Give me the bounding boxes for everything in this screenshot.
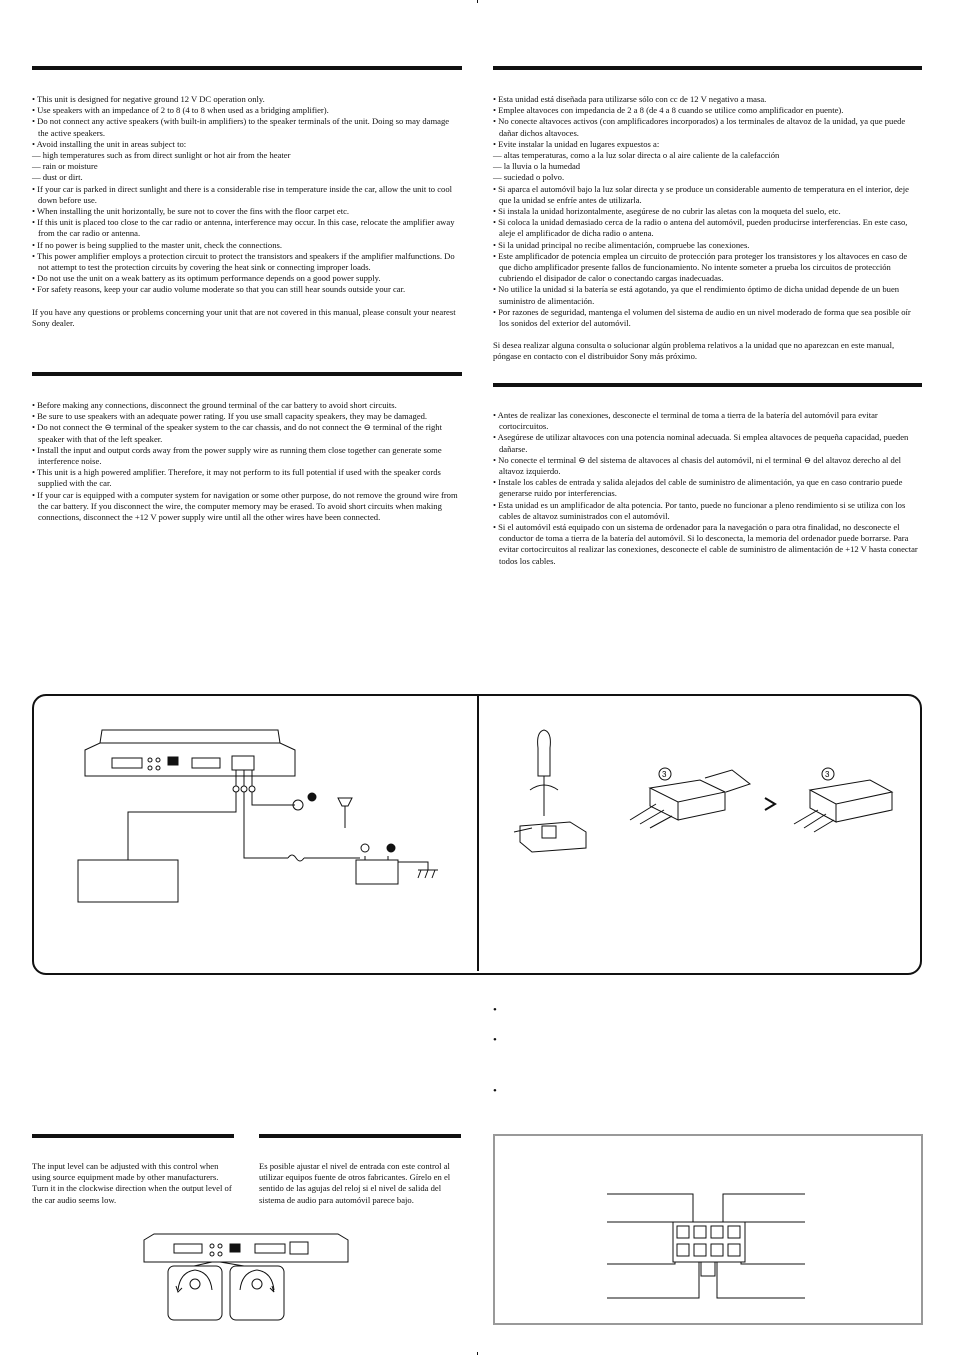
connector-plug-before [630, 768, 750, 828]
screwdriver-icon [514, 730, 586, 852]
connections-en-list [32, 400, 460, 523]
connection-es-item: • Si el automóvil está equipado con un sistema de ordenador para la navegación o para otra finalidad, no desconecte el conductor de toma a tierra de la batería del automóvil. Si lo desconecta, la memoria del ordenador puede borrarse. Para evitar cortocircuitos al realizar las conexiones, desconecte el cable de suministro de alimentación de +12 V hasta conectar todos los cables. [493, 522, 918, 566]
section-rule-es-mid [493, 383, 922, 387]
level-knob-right [230, 1266, 284, 1320]
diagram-divider [477, 696, 479, 971]
connection-en-item: • Before making any connections, disconnect the ground terminal of the car battery to avoid short circuits. [32, 400, 397, 410]
precaution-es-item: • Si aparca el automóvil bajo la luz solar directa y se produce un considerable aumento de temperatura en el interior, deje que la unidad se enfríe antes de utilizarla. [493, 183, 909, 205]
bullet-1: • [493, 1004, 497, 1016]
precaution-es-item: • No utilice la unidad si la batería se está agotando, ya que el rendimiento óptimo de dicha unidad depende de un buen suministro de alimentación. [493, 284, 900, 306]
level-rule-en [32, 1134, 234, 1138]
connector-label-2: 3 [825, 770, 830, 779]
precaution-es-item: — suciedad o polvo. [493, 172, 565, 183]
connection-en-item: • Install the input and output cords away from the power supply wire as running them close together can generate some interference noise. [32, 444, 442, 467]
dealer-note-es: Si desea realizar alguna consulta o solucionar algún problema relativos a la unidad que no aparezcan en este manual, póngase en contacto con el distribuidor Sony más próximo. [493, 340, 895, 362]
top-mark [477, 0, 478, 3]
precaution-es-item: • Esta unidad está diseñada para utilizarse sólo con cc de 12 V negativo a masa. [493, 94, 767, 104]
precautions-en-list [32, 94, 460, 296]
precautions-es [493, 94, 921, 363]
arrow-right-icon [765, 798, 775, 810]
precaution-es-item: • Emplee altavoces con impedancia de 2 a 8 (de 4 a 8 cuando se utilice como amplificador en puente). [493, 105, 844, 116]
bullet-2: • [493, 1034, 497, 1046]
ground-wire [252, 792, 352, 828]
level-text-en: The input level can be adjusted with this control when using source equipment made by other manufacturers. Turn it in the clockwise direction when the output level of the car audio seems low. [32, 1161, 232, 1205]
precaution-es-item: • Por razones de seguridad, mantenga el volumen del sistema de audio en un nivel moderado de forma que sea posible oír los sonidos del exterior del automóvil. [493, 306, 911, 329]
connection-es-item: • Esta unidad es un amplificador de alta potencia. Por tanto, puede no funcionar a pleno rendimiento si se utiliza con los cables de altavoz suministrados con el automóvil. [493, 499, 906, 521]
connections-es [493, 410, 921, 567]
precaution-es-item: • Si instala la unidad horizontalmente, asegúrese de no cubrir las aletas con la moqueta del suelo, etc. [493, 206, 841, 217]
wiring-diagram [40, 700, 460, 950]
amplifier-small [144, 1234, 348, 1266]
connection-es-item: • Asegúrese de utilizar altavoces con una potencia nominal adecuada. Si emplea altavoces de pequeña capacidad, pueden dañarse. [493, 432, 909, 454]
precaution-en-item: • When installing the unit horizontally, be sure not to cover the fins with the floor carpet etc. [32, 206, 350, 217]
precaution-en-item: — high temperatures such as from direct sunlight or hot air from the heater [32, 150, 291, 161]
connections-en [32, 400, 460, 523]
precaution-es-item: — la lluvia o la humedad [493, 161, 581, 172]
dealer-note-en: If you have any questions or problems concerning your unit that are not covered in this manual, please consult your nearest Sony dealer. [32, 306, 456, 328]
level-text-es: Es posible ajustar el nivel de entrada con este control al utilizar equipos fuente de otros fabricantes. Gírelo en el sentido de las agujas del reloj si el nivel de salida del sistema de audio para automóvil parece bajo. [259, 1161, 451, 1205]
terminal-block [673, 1222, 745, 1276]
connection-en-item: • This unit is a high powered amplifier. Therefore, it may not perform to its full potential if used with the speaker cords supplied with the car. [32, 467, 441, 489]
precautions-en [32, 94, 460, 329]
section-rule-en-top [32, 66, 462, 70]
precaution-en-item: — dust or dirt. [32, 172, 83, 183]
power-wire [244, 792, 438, 884]
connections-es-list [493, 410, 921, 567]
precaution-es-item: • Si la unidad principal no recibe alimentación, compruebe las conexiones. [493, 239, 750, 250]
precaution-es-item: — altas temperaturas, como a la luz solar directa o al aire caliente de la calefacción [493, 150, 780, 161]
level-rule-es [259, 1134, 461, 1138]
connection-es-item: • Instale los cables de entrada y salida alejados del cable de suministro de alimentación, ya que en caso contrario puede generarse ruido por interferencias. [493, 477, 903, 499]
connector-plug-after [794, 768, 892, 832]
connection-es-item: • Antes de realizar las conexiones, desconecte el terminal de toma a tierra de la batería del automóvil para evitar cortocircuitos. [493, 410, 878, 432]
level-knob-left [168, 1266, 222, 1320]
precaution-en-item: • This unit is designed for negative ground 12 V DC operation only. [32, 94, 265, 104]
section-rule-es-top [493, 66, 922, 70]
precaution-en-item: • Do not use the unit on a weak battery as its optimum performance depends on a good power supply. [32, 273, 381, 284]
bridge-terminal-diagram [605, 1190, 825, 1310]
connection-es-item: • No conecte el terminal ⊖ del sistema de altavoces al chasis del automóvil, ni el terminal ⊖ del altavoz derecho al del altavoz izquierdo. [493, 454, 902, 477]
precaution-es-item: • Este amplificador de potencia emplea un circuito de protección para proteger los transistores y los altavoces en caso de que dicho amplificador presente fallos de funcionamiento. No intente someter a prueba los circuitos de protección cubriendo el disipador de calor o conectando cargas inadecuadas. [493, 250, 908, 284]
remote-wire [78, 792, 236, 902]
connector-label-1: 3 [662, 770, 667, 779]
precaution-en-item: • If no power is being supplied to the master unit, check the connections. [32, 239, 283, 250]
precautions-es-list [493, 94, 921, 329]
level-control-diagram [140, 1228, 360, 1328]
amplifier-unit [85, 730, 295, 776]
precaution-en-item: • Avoid installing the unit in areas subject to: [32, 138, 187, 149]
precaution-en-item: • Do not connect any active speakers (with built-in amplifiers) to the speaker terminals of the unit. Doing so may damage the active speakers. [32, 116, 450, 138]
power-terminal-block [233, 770, 255, 792]
precaution-es-item: • Si coloca la unidad demasiado cerca de la radio o antena del automóvil, pueden producirse interferencias. En este caso, aleje el amplificador de dicha radio o antena. [493, 217, 908, 239]
connection-en-item: • Do not connect the ⊖ terminal of the speaker system to the car chassis, and do not connect the ⊖ terminal of the right speaker with that of the left speaker. [32, 422, 442, 444]
connection-en-item: • If your car is equipped with a computer system for navigation or some other purpose, do not remove the ground wire from the car battery. If you disconnect the wire, the computer memory may be erased. To avoid short circuits when making connections, disconnect the +12 V power supply wire until all the other wires have been connected. [32, 489, 458, 523]
precaution-es-item: • Evite instalar la unidad en lugares expuestos a: [493, 138, 660, 149]
connector-diagram [500, 728, 920, 898]
precaution-en-item: • Use speakers with an impedance of 2 to 8 (4 to 8 when used as a bridging amplifier). [32, 105, 329, 116]
connection-en-item: • Be sure to use speakers with an adequate power rating. If you use small capacity speakers, they may be damaged. [32, 411, 428, 422]
precaution-en-item: — rain or moisture [32, 161, 98, 172]
bullet-3: • [493, 1085, 497, 1097]
precaution-en-item: • For safety reasons, keep your car audio volume moderate so that you can still hear sounds outside your car. [32, 284, 406, 295]
section-rule-en-mid [32, 372, 462, 376]
precaution-en-item: • This power amplifier employs a protection circuit to protect the transistors and speakers if the amplifier malfunctions. Do not attempt to test the protection circuits by covering the heat sink or connecting improper loads. [32, 250, 455, 273]
precaution-en-item: • If this unit is placed too close to the car radio or antenna, interference may occur. In this case, relocate the amplifier away from the car radio or antenna. [32, 217, 455, 239]
precaution-en-item: • If your car is parked in direct sunlight and there is a considerable rise in temperature inside the car, allow the unit to cool down before use. [32, 183, 453, 205]
precaution-es-item: • No conecte altavoces activos (con amplificadores incorporados) a los terminales de altavoz de la unidad, ya que puede dañar dichos altavoces. [493, 116, 906, 138]
